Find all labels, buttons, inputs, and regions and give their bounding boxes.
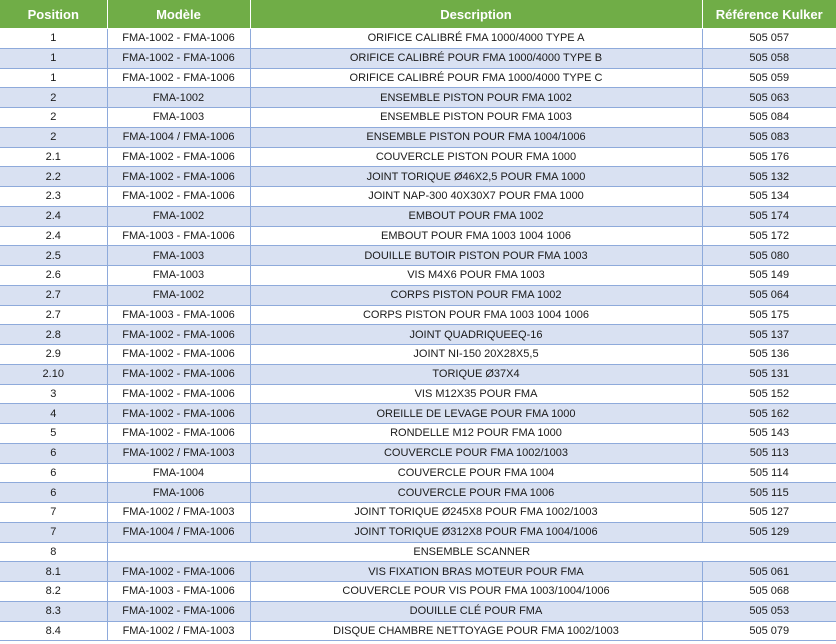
cell-reference: 505 059	[702, 68, 836, 88]
cell-description: ENSEMBLE SCANNER	[107, 542, 836, 562]
cell-position: 8	[0, 542, 107, 562]
table-row	[0, 582, 836, 602]
table-row	[0, 503, 836, 523]
cell-position: 8.1	[0, 562, 107, 582]
cell-description: JOINT TORIQUE Ø245X8 POUR FMA 1002/1003	[250, 503, 702, 523]
table-row	[0, 542, 836, 562]
cell-position: 6	[0, 483, 107, 503]
cell-reference: 505 162	[702, 404, 836, 424]
table-row	[0, 345, 836, 365]
cell-description: ORIFICE CALIBRÉ POUR FMA 1000/4000 TYPE B	[250, 48, 702, 68]
table-row	[0, 621, 836, 641]
table-row	[0, 562, 836, 582]
table-row	[0, 127, 836, 147]
cell-reference: 505 058	[702, 48, 836, 68]
cell-position: 2.4	[0, 226, 107, 246]
cell-reference: 505 174	[702, 206, 836, 226]
cell-position: 2	[0, 108, 107, 128]
cell-modele: FMA-1006	[107, 483, 250, 503]
cell-description: OREILLE DE LEVAGE POUR FMA 1000	[250, 404, 702, 424]
cell-reference: 505 115	[702, 483, 836, 503]
cell-modele: FMA-1003	[107, 108, 250, 128]
table-row	[0, 404, 836, 424]
cell-description: JOINT TORIQUE Ø312X8 POUR FMA 1004/1006	[250, 522, 702, 542]
cell-reference: 505 137	[702, 325, 836, 345]
table-row	[0, 108, 836, 128]
cell-reference: 505 053	[702, 601, 836, 621]
cell-position: 2.10	[0, 364, 107, 384]
cell-position: 2.3	[0, 187, 107, 207]
cell-modele: FMA-1002	[107, 285, 250, 305]
cell-modele: FMA-1002 - FMA-1006	[107, 147, 250, 167]
cell-reference: 505 172	[702, 226, 836, 246]
table-row	[0, 463, 836, 483]
cell-description: COUVERCLE POUR FMA 1002/1003	[250, 443, 702, 463]
cell-reference: 505 149	[702, 266, 836, 286]
table-row	[0, 68, 836, 88]
cell-description: EMBOUT POUR FMA 1003 1004 1006	[250, 226, 702, 246]
cell-description: JOINT NAP-300 40X30X7 POUR FMA 1000	[250, 187, 702, 207]
table-row	[0, 147, 836, 167]
cell-modele: FMA-1003 - FMA-1006	[107, 582, 250, 602]
cell-modele: FMA-1002 - FMA-1006	[107, 325, 250, 345]
cell-reference: 505 057	[702, 29, 836, 49]
cell-modele: FMA-1002 - FMA-1006	[107, 384, 250, 404]
table-row	[0, 88, 836, 108]
cell-reference: 505 080	[702, 246, 836, 266]
cell-description: JOINT QUADRIQUEEQ-16	[250, 325, 702, 345]
table-row	[0, 364, 836, 384]
cell-reference: 505 113	[702, 443, 836, 463]
cell-description: COUVERCLE PISTON POUR FMA 1000	[250, 147, 702, 167]
cell-modele: FMA-1004 / FMA-1006	[107, 522, 250, 542]
cell-position: 2	[0, 88, 107, 108]
cell-reference: 505 143	[702, 424, 836, 444]
cell-reference: 505 064	[702, 285, 836, 305]
cell-position: 7	[0, 522, 107, 542]
table-row	[0, 285, 836, 305]
cell-description: ENSEMBLE PISTON POUR FMA 1002	[250, 88, 702, 108]
table-row	[0, 167, 836, 187]
cell-description: JOINT TORIQUE Ø46X2,5 POUR FMA 1000	[250, 167, 702, 187]
header-description: Description	[250, 0, 702, 29]
table-row	[0, 483, 836, 503]
cell-modele: FMA-1002 - FMA-1006	[107, 601, 250, 621]
cell-description: COUVERCLE POUR FMA 1004	[250, 463, 702, 483]
header-position: Position	[0, 0, 107, 29]
cell-modele: FMA-1003	[107, 246, 250, 266]
cell-modele: FMA-1002 / FMA-1003	[107, 503, 250, 523]
cell-description: DISQUE CHAMBRE NETTOYAGE POUR FMA 1002/1003	[250, 621, 702, 641]
cell-modele: FMA-1002 - FMA-1006	[107, 364, 250, 384]
cell-description: EMBOUT POUR FMA 1002	[250, 206, 702, 226]
cell-position: 2.4	[0, 206, 107, 226]
cell-reference: 505 083	[702, 127, 836, 147]
cell-position: 1	[0, 48, 107, 68]
cell-reference: 505 131	[702, 364, 836, 384]
cell-reference: 505 063	[702, 88, 836, 108]
cell-position: 5	[0, 424, 107, 444]
cell-position: 8.3	[0, 601, 107, 621]
cell-description: ORIFICE CALIBRÉ FMA 1000/4000 TYPE A	[250, 29, 702, 49]
cell-reference: 505 136	[702, 345, 836, 365]
table-row	[0, 29, 836, 49]
table-body	[0, 29, 836, 641]
cell-modele: FMA-1002 - FMA-1006	[107, 68, 250, 88]
table-row	[0, 226, 836, 246]
cell-position: 2	[0, 127, 107, 147]
cell-reference: 505 068	[702, 582, 836, 602]
cell-reference: 505 127	[702, 503, 836, 523]
table-row	[0, 522, 836, 542]
table-row	[0, 187, 836, 207]
cell-modele: FMA-1002 - FMA-1006	[107, 187, 250, 207]
cell-modele: FMA-1002 - FMA-1006	[107, 345, 250, 365]
table-row	[0, 305, 836, 325]
cell-modele: FMA-1003 - FMA-1006	[107, 305, 250, 325]
cell-reference: 505 176	[702, 147, 836, 167]
cell-modele: FMA-1002 - FMA-1006	[107, 48, 250, 68]
cell-position: 6	[0, 463, 107, 483]
table-row	[0, 601, 836, 621]
cell-description: VIS M4X6 POUR FMA 1003	[250, 266, 702, 286]
header-modele: Modèle	[107, 0, 250, 29]
cell-description: TORIQUE Ø37X4	[250, 364, 702, 384]
table-row	[0, 266, 836, 286]
cell-modele: FMA-1003 - FMA-1006	[107, 226, 250, 246]
cell-modele: FMA-1002 / FMA-1003	[107, 621, 250, 641]
cell-description: DOUILLE BUTOIR PISTON POUR FMA 1003	[250, 246, 702, 266]
cell-position: 2.7	[0, 285, 107, 305]
header-row	[0, 0, 836, 29]
cell-description: ENSEMBLE PISTON POUR FMA 1003	[250, 108, 702, 128]
cell-position: 7	[0, 503, 107, 523]
cell-modele: FMA-1004 / FMA-1006	[107, 127, 250, 147]
cell-modele: FMA-1004	[107, 463, 250, 483]
cell-position: 2.6	[0, 266, 107, 286]
cell-modele: FMA-1002 - FMA-1006	[107, 29, 250, 49]
cell-description: COUVERCLE POUR FMA 1006	[250, 483, 702, 503]
cell-description: COUVERCLE POUR VIS POUR FMA 1003/1004/1006	[250, 582, 702, 602]
cell-reference: 505 061	[702, 562, 836, 582]
cell-position: 1	[0, 68, 107, 88]
cell-description: DOUILLE CLÉ POUR FMA	[250, 601, 702, 621]
cell-position: 2.9	[0, 345, 107, 365]
cell-position: 1	[0, 29, 107, 49]
cell-reference: 505 084	[702, 108, 836, 128]
cell-description: VIS FIXATION BRAS MOTEUR POUR FMA	[250, 562, 702, 582]
cell-modele: FMA-1002 - FMA-1006	[107, 167, 250, 187]
cell-modele: FMA-1002	[107, 206, 250, 226]
cell-reference: 505 114	[702, 463, 836, 483]
cell-reference: 505 132	[702, 167, 836, 187]
table-row	[0, 206, 836, 226]
cell-position: 8.4	[0, 621, 107, 641]
cell-reference: 505 152	[702, 384, 836, 404]
cell-description: ENSEMBLE PISTON POUR FMA 1004/1006	[250, 127, 702, 147]
table-row	[0, 443, 836, 463]
header-reference: Référence Kulker	[702, 0, 836, 29]
cell-modele: FMA-1002 - FMA-1006	[107, 424, 250, 444]
cell-reference: 505 134	[702, 187, 836, 207]
cell-description: CORPS PISTON POUR FMA 1003 1004 1006	[250, 305, 702, 325]
cell-description: VIS M12X35 POUR FMA	[250, 384, 702, 404]
cell-modele: FMA-1003	[107, 266, 250, 286]
cell-reference: 505 129	[702, 522, 836, 542]
cell-position: 3	[0, 384, 107, 404]
cell-position: 2.7	[0, 305, 107, 325]
cell-description: ORIFICE CALIBRÉ POUR FMA 1000/4000 TYPE C	[250, 68, 702, 88]
cell-reference: 505 175	[702, 305, 836, 325]
cell-modele: FMA-1002	[107, 88, 250, 108]
table-row	[0, 246, 836, 266]
cell-position: 2.5	[0, 246, 107, 266]
cell-modele: FMA-1002 / FMA-1003	[107, 443, 250, 463]
cell-position: 2.2	[0, 167, 107, 187]
cell-modele: FMA-1002 - FMA-1006	[107, 404, 250, 424]
cell-position: 6	[0, 443, 107, 463]
cell-position: 2.1	[0, 147, 107, 167]
table-row	[0, 325, 836, 345]
table-row	[0, 48, 836, 68]
cell-position: 4	[0, 404, 107, 424]
cell-description: JOINT NI-150 20X28X5,5	[250, 345, 702, 365]
cell-position: 8.2	[0, 582, 107, 602]
cell-description: CORPS PISTON POUR FMA 1002	[250, 285, 702, 305]
cell-reference: 505 079	[702, 621, 836, 641]
table-row	[0, 384, 836, 404]
table-row	[0, 424, 836, 444]
cell-position: 2.8	[0, 325, 107, 345]
cell-modele: FMA-1002 - FMA-1006	[107, 562, 250, 582]
cell-description: RONDELLE M12 POUR FMA 1000	[250, 424, 702, 444]
